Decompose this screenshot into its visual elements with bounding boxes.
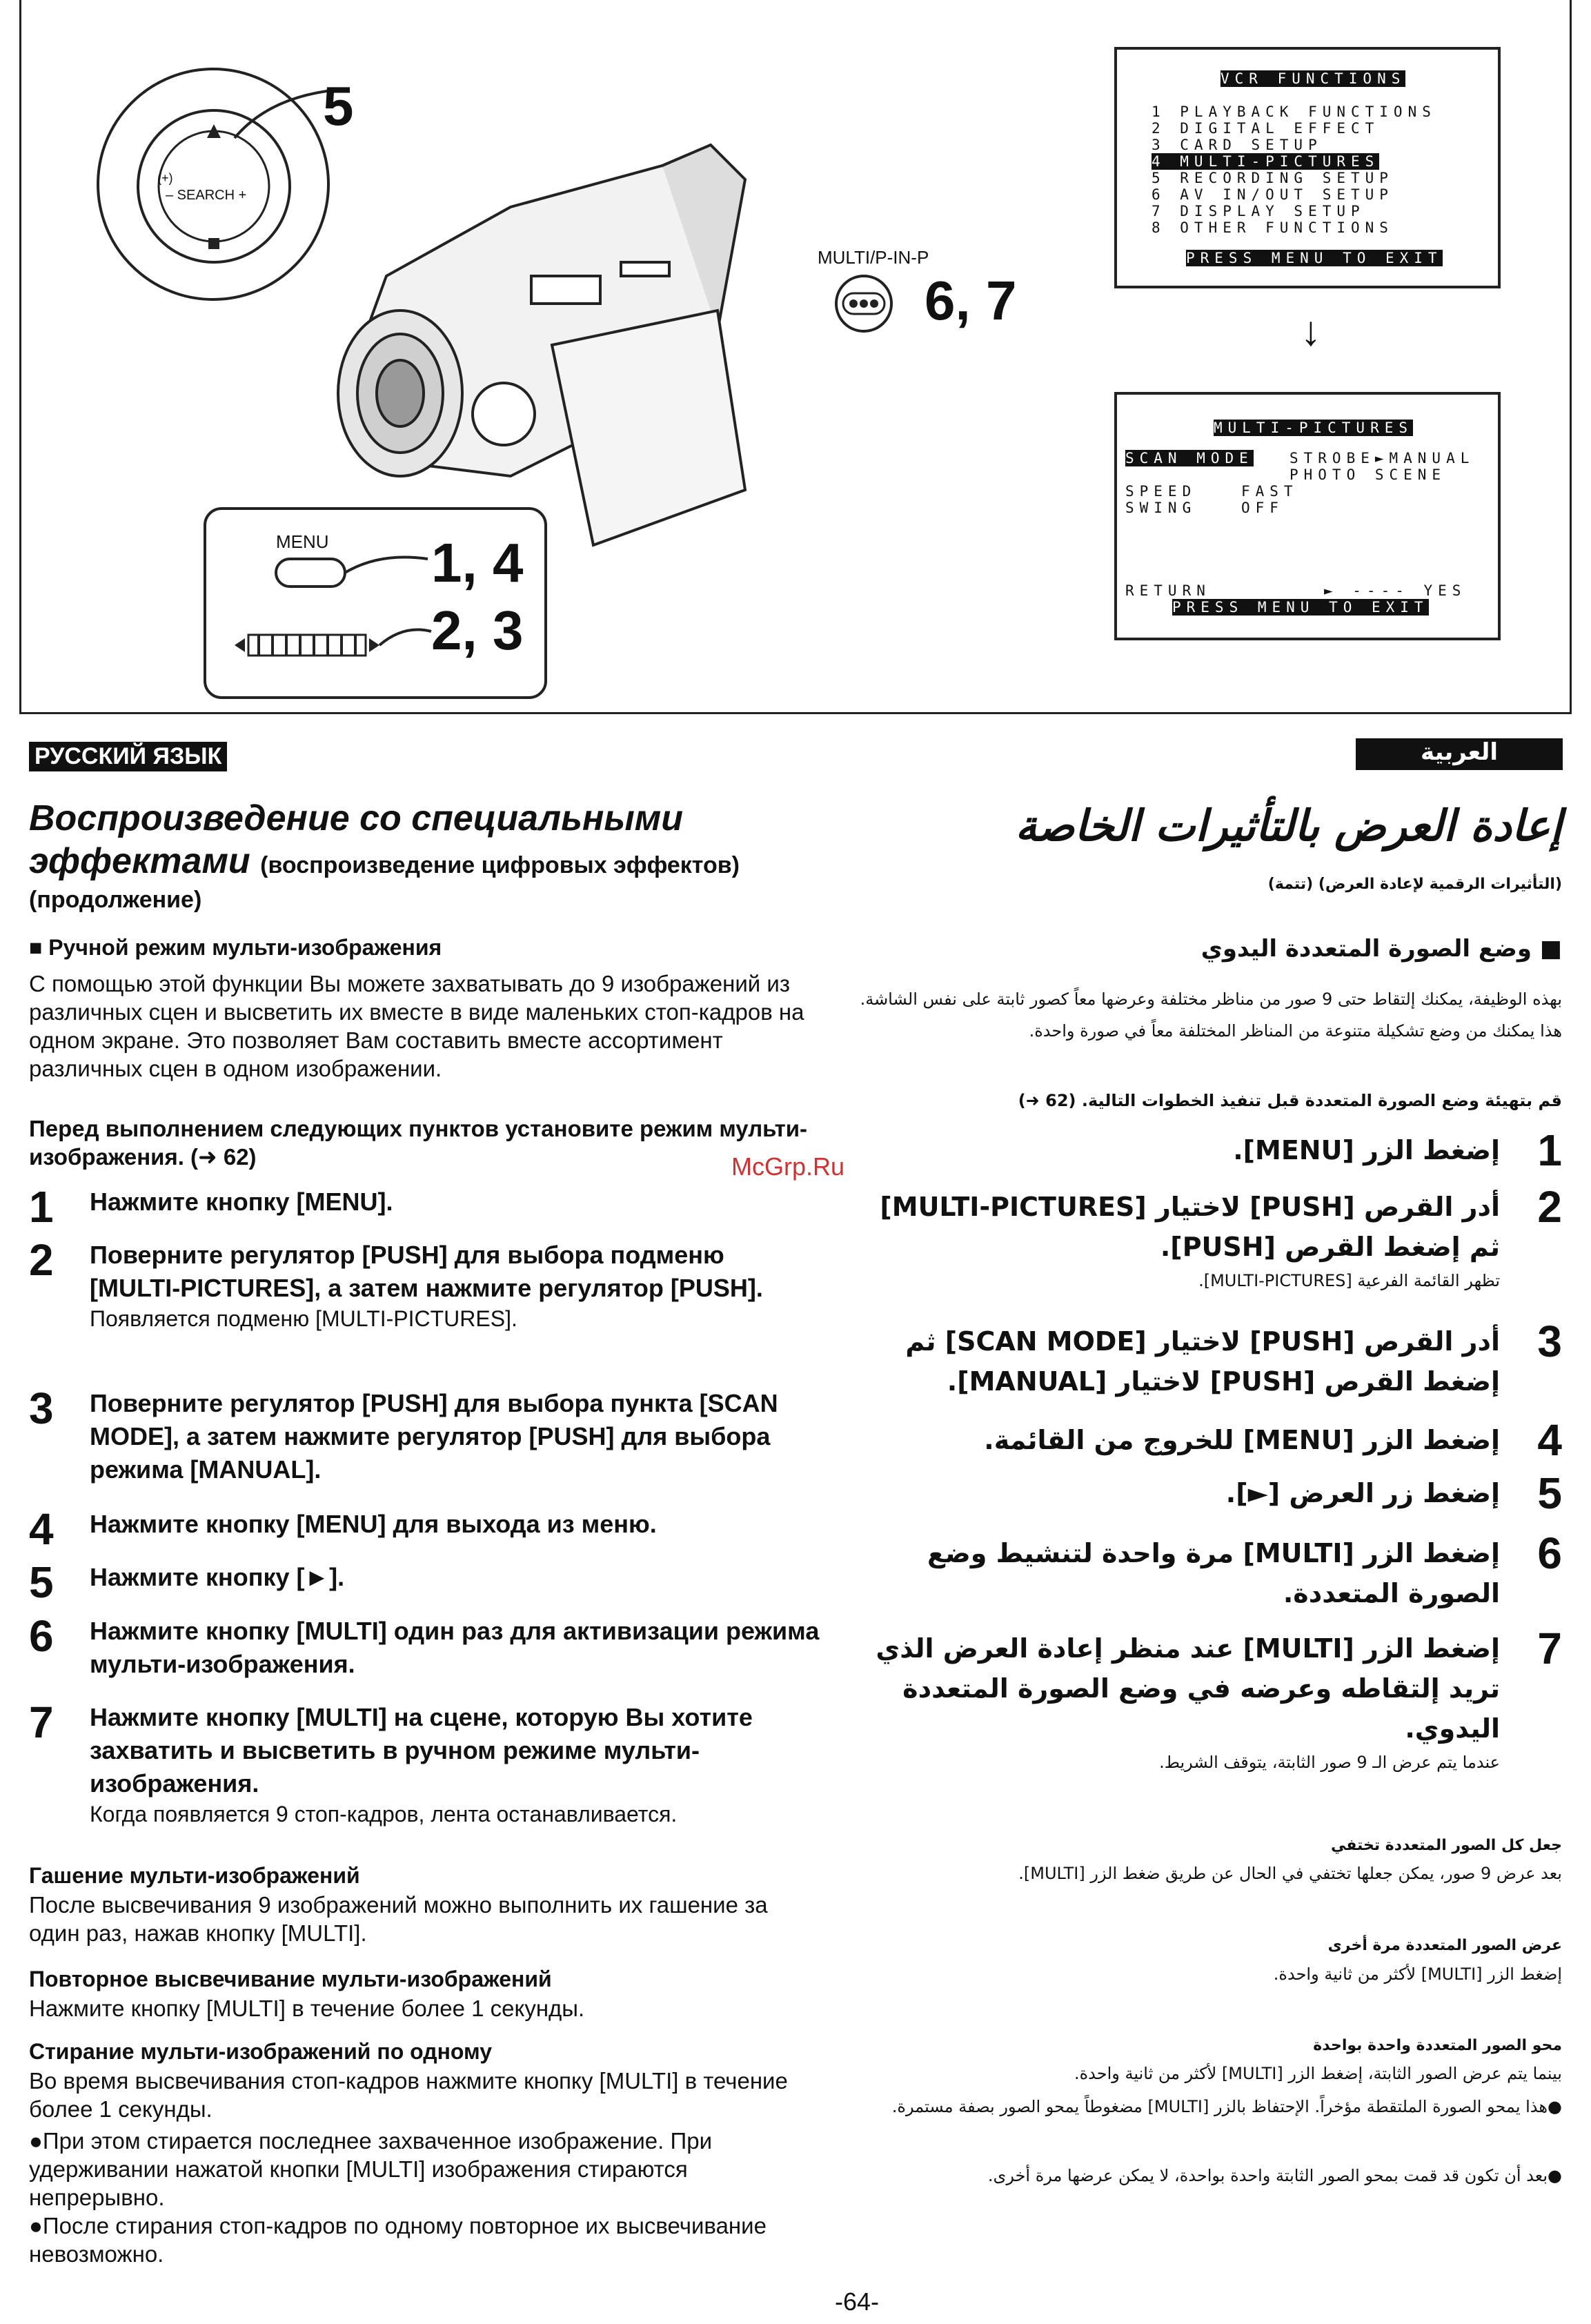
osd-vcr-functions [1114,47,1501,288]
ar-clear-text: بعد عرض 9 صور، يمكن جعلها تختفي في الحال عن طريق ضغط الزر [MULTI]. [1018,1864,1562,1883]
push-dial-icon[interactable] [231,618,438,673]
ar-title: إعادة العرض بالتأثيرات الخاصة [1015,800,1562,851]
osd-speed-label: SPEED [1125,483,1197,500]
ar-bullet-1: ●هذا يمحو الصورة الملتقطة مؤخراً. الإحتفاظ بالزر [MULTI] مضغوطاً يمحو الصور بصفة مستمرة. [891,2097,1562,2116]
osd-return-label: RETURN [1125,582,1211,599]
ar-erase-heading: محو الصور المتعددة واحدة بواحدة [1313,2037,1562,2054]
ru-erase-heading: Стирание мульти-изображений по одному [29,2039,493,2064]
ru-erase-text: Во время высвечивания стоп-кадров нажмите кнопку [MULTI] в течение более 1 секунды. [29,2068,788,2122]
callout-6-7: 6, 7 [925,270,1017,331]
search-label: – SEARCH + [166,188,247,203]
osd-swing-label: SWING [1125,500,1197,516]
osd-vcr-item-selected: 4 MULTI-PICTURES [1152,153,1380,170]
osd-multi-pictures [1114,392,1501,640]
ru-bullet-2: ●После стирания стоп-кадров по одному повторное их высвечивание невозможно. [29,2213,767,2267]
watermark: McGrp.Ru [731,1152,845,1181]
osd-vcr-footer: PRESS MENU TO EXIT [1186,250,1443,266]
osd-swing-value: OFF [1241,500,1284,516]
osd-vcr-item: 7 DISPLAY SETUP [1152,203,1365,219]
ar-repeat-text: إضغط الزر [MULTI] لأكثر من ثانية واحدة. [1273,1964,1562,1984]
osd-vcr-item: 2 DIGITAL EFFECT [1152,120,1380,137]
down-arrow-icon: ↓ [1301,308,1321,354]
osd-scan-value-2: PHOTO SCENE [1289,466,1447,483]
osd-vcr-item: 3 CARD SETUP [1152,137,1323,153]
ru-intro: С помощью этой функции Вы можете захватывать до 9 изображений из различных сцен и высветить их вместе в виде маленьких стоп-кадров на одном экране. Это позволяет Вам составить вместе ассортимент различных сцен в одном изображении. [29,971,804,1081]
ru-bullet-1: ●При этом стирается последнее захваченное изображение. При удерживании нажатой кнопки [MULTI] изображения стираются непрерывно. [29,2128,712,2210]
ru-section-title: ■ Ручной режим мульти-изображения [29,935,442,960]
ru-repeat-text: Нажмите кнопку [MULTI] в течение более 1 секунды. [29,1996,585,2021]
osd-scan-value: STROBE►MANUAL [1289,450,1475,466]
osd-vcr-item: 8 OTHER FUNCTIONS [1152,219,1394,236]
ru-title: Воспроизведение со специальными эффектами (воспроизведение цифровых эффектов) (продолжение) [29,797,809,914]
page-number: -64- [835,2287,880,2316]
osd-multi-footer: PRESS MENU TO EXIT [1172,599,1429,616]
osd-vcr-item: 5 RECORDING SETUP [1152,170,1394,186]
ru-clear-heading: Гашение мульти-изображений [29,1863,360,1888]
menu-label: MENU [276,531,329,552]
osd-scan-label: SCAN MODE [1125,450,1254,466]
osd-speed-value: FAST [1241,483,1298,500]
language-tag-ar: العربية [1356,738,1563,770]
callout-5: 5 [323,75,354,137]
osd-vcr-title: VCR FUNCTIONS [1221,70,1406,87]
ru-repeat-heading: Повторное высвечивание мульти-изображений [29,1967,552,1991]
ar-before-note: قم بتهيئة وضع الصورة المتعددة قبل تنفيذ الخطوات التالية. (62 ➜) [1018,1091,1562,1110]
osd-return-value: ► ---- YES [1324,582,1467,599]
multi-label: MULTI/P-IN-P [818,247,929,268]
osd-vcr-item: 1 PLAYBACK FUNCTIONS [1152,104,1436,120]
osd-multi-title: MULTI-PICTURES [1214,420,1414,436]
ru-before-note: Перед выполнением следующих пунктов установите режим мульти-изображения. (➜ 62) [29,1116,808,1170]
language-tag-ru: РУССКИЙ ЯЗЫК [29,742,227,771]
ru-clear-text: После высвечивания 9 изображений можно выполнить их гашение за один раз, нажав кнопку [MULTI]. [29,1892,768,1946]
ar-section-title: ■ وضع الصورة المتعددة اليدوي [1200,935,1562,963]
callout-1-4: 1, 4 [431,532,524,593]
ar-subtitle: (التأثيرات الرقمية لإعادة العرض) (تتمة) [1267,876,1562,893]
menu-button-icon[interactable] [269,545,435,593]
callout-2-3: 2, 3 [431,600,524,661]
multi-button-icon[interactable] [828,273,904,335]
ar-repeat-heading: عرض الصور المتعددة مرة أخرى [1327,1937,1562,1954]
ar-clear-heading: جعل كل الصور المتعددة تختفي [1330,1837,1562,1854]
ar-erase-text: بينما يتم عرض الصور الثابتة، إضغط الزر [MULTI] لأكثر من ثانية واحدة. [1074,2064,1562,2083]
ar-bullet-2: ●بعد أن تكون قد قمت بمحو الصور الثابتة واحدة بواحدة، لا يمكن عرضها مرة أخرى. [987,2166,1562,2185]
osd-vcr-item: 6 AV IN/OUT SETUP [1152,186,1394,203]
search-small-label: (+) [157,171,173,185]
ru-title-cont: (продолжение) [29,887,202,913]
ar-intro: بهذه الوظيفة، يمكنك إلتقاط حتى 9 صور من مناظر مختلفة وعرضها معاً كصور ثابتة على نفس الشاشة. هذا يمكنك من وضع تشكيلة متنوعة من المناظر المختلفة معاً في صورة واحدة. [860,989,1562,1041]
